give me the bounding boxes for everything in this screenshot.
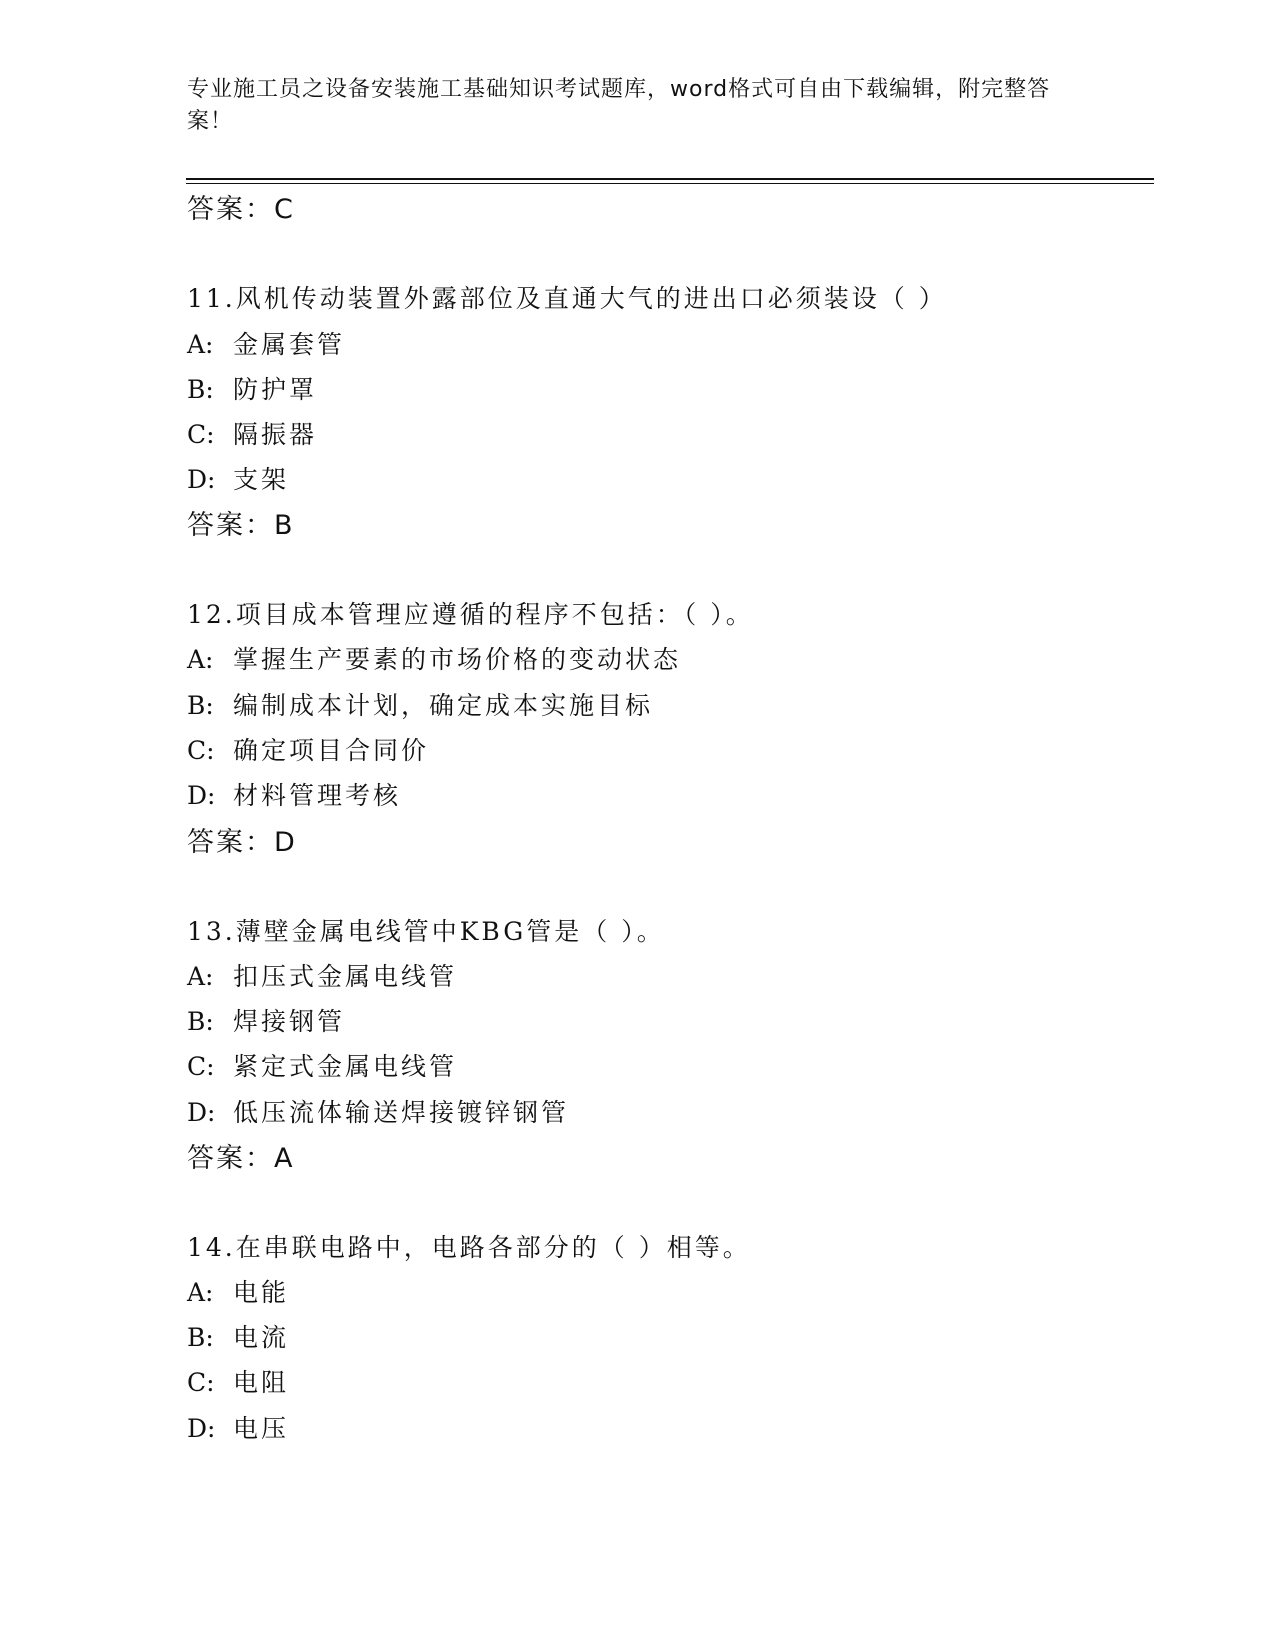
question-13-option-c (187, 1050, 457, 1084)
answer-q12: 答案：D (187, 827, 297, 858)
option-letter: D: (187, 781, 216, 810)
option-text: 电流 (233, 1323, 290, 1352)
option-letter: B: (187, 1323, 214, 1352)
option-letter: A: (187, 645, 214, 674)
question-11-stem: 11.风机传动装置外露部位及直通大气的进出口必须装设（ ） (187, 284, 947, 313)
option-text: 隔振器 (233, 420, 318, 449)
question-11-option-c (187, 418, 317, 452)
option-text: 电阻 (233, 1368, 290, 1397)
option-text: 电能 (233, 1278, 290, 1307)
question-11-option-a (187, 328, 345, 362)
question-13-option-d (187, 1096, 569, 1130)
question-12-option-d (187, 779, 401, 813)
option-text: 掌握生产要素的市场价格的变动状态 (233, 645, 682, 674)
answer-previous: 答案：C (187, 194, 295, 225)
option-letter: B: (187, 375, 214, 404)
question-13-option-b (187, 1005, 345, 1039)
option-letter: C: (187, 1052, 215, 1081)
document-header: 专业施工员之设备安装施工基础知识考试题库，word格式可自由下载编辑，附完整答案！ (187, 77, 1051, 134)
question-13-option-a (187, 960, 457, 994)
question-14-option-c (187, 1366, 289, 1400)
option-text: 扣压式金属电线管 (233, 962, 458, 991)
option-letter: D: (187, 465, 216, 494)
option-letter: B: (187, 691, 214, 720)
option-text: 电压 (233, 1414, 290, 1443)
question-14-stem: 14.在串联电路中，电路各部分的（ ）相等。 (187, 1233, 751, 1262)
option-letter: B: (187, 1007, 214, 1036)
option-text: 确定项目合同价 (233, 736, 430, 765)
option-text: 紧定式金属电线管 (233, 1052, 458, 1081)
option-text: 金属套管 (233, 330, 346, 359)
option-letter: C: (187, 420, 215, 449)
option-text: 低压流体输送焊接镀锌钢管 (233, 1098, 570, 1127)
option-text: 防护罩 (233, 375, 318, 404)
option-text: 材料管理考核 (233, 781, 402, 810)
option-text: 支架 (233, 465, 290, 494)
option-letter: D: (187, 1414, 216, 1443)
option-letter: C: (187, 1368, 215, 1397)
question-12-option-a (187, 643, 681, 677)
option-letter: A: (187, 330, 214, 359)
option-letter: C: (187, 736, 215, 765)
question-12-stem: 12.项目成本管理应遵循的程序不包括：（ ）。 (187, 600, 754, 629)
option-letter: A: (187, 962, 214, 991)
question-14-option-a (187, 1276, 289, 1310)
question-14-option-d (187, 1412, 289, 1446)
answer-q11: 答案：B (187, 510, 295, 541)
question-12-option-c (187, 734, 429, 768)
option-letter: D: (187, 1098, 216, 1127)
option-letter: A: (187, 1278, 214, 1307)
question-14-option-b (187, 1321, 289, 1355)
option-text: 编制成本计划，确定成本实施目标 (233, 691, 654, 720)
option-text: 焊接钢管 (233, 1007, 346, 1036)
header-rule-thick (186, 178, 1154, 180)
answer-q13: 答案：A (187, 1143, 295, 1174)
header-rule-thin (186, 183, 1154, 184)
question-11-option-d (187, 463, 289, 497)
question-13-stem: 13.薄壁金属电线管中KBG管是（ ）。 (187, 917, 665, 946)
question-12-option-b (187, 689, 653, 723)
question-11-option-b (187, 373, 317, 407)
